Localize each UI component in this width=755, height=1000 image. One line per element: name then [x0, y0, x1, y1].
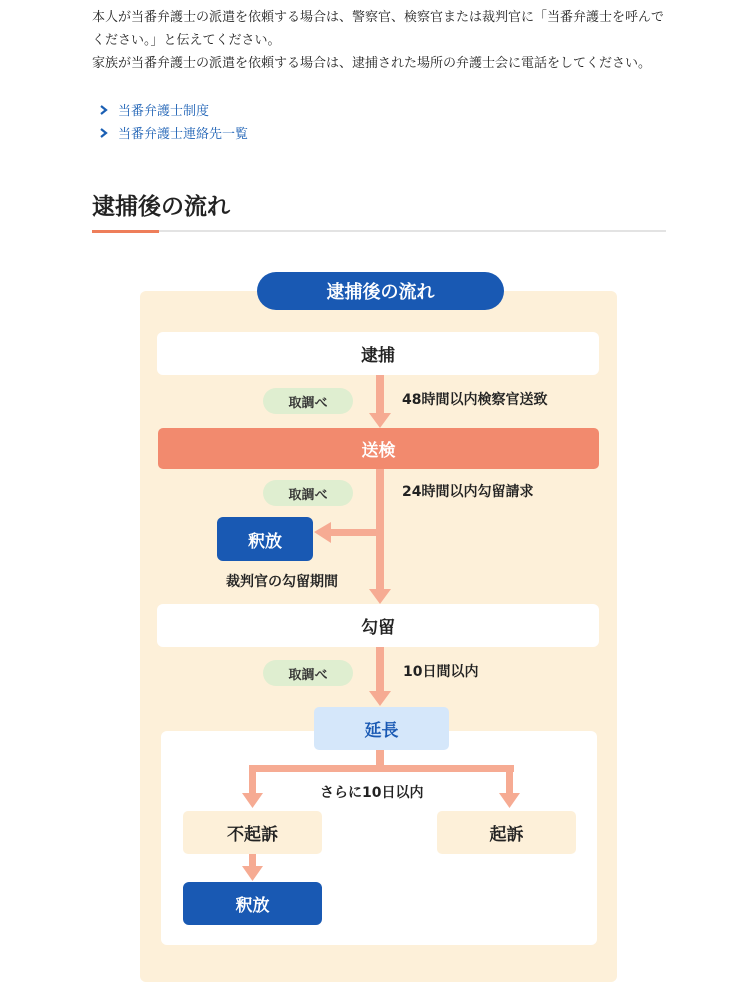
arrow-arrest-to-sending — [376, 375, 384, 415]
flow-header: 逮捕後の流れ — [257, 272, 504, 310]
intro-line-family: 家族が当番弁護士の派遣を依頼する場合は、逮捕された場所の弁護士会に電話をしてください。 — [92, 56, 652, 71]
step-release-2: 釈放 — [183, 882, 322, 925]
pill-interrogation-3: 取調べ — [263, 660, 353, 686]
step-prosecution: 起訴 — [437, 811, 576, 854]
arrowhead — [314, 522, 331, 543]
arrow-split-bar — [249, 765, 514, 772]
note-10-days: 10日間以内 — [403, 664, 479, 680]
arrowhead — [369, 589, 391, 604]
arrowhead — [499, 793, 520, 808]
arrow-left-down — [249, 765, 256, 795]
arrow-right-down — [506, 765, 513, 795]
step-non-prosecution: 不起訴 — [183, 811, 322, 854]
arrow-detention-to-extension — [376, 647, 384, 693]
arrow-nonpros-to-release — [249, 854, 256, 868]
pill-interrogation-2: 取調べ — [263, 480, 353, 506]
link-label: 当番弁護士制度 — [118, 104, 210, 119]
link-label: 当番弁護士連絡先一覧 — [118, 127, 249, 142]
step-sending: 送検 — [158, 428, 599, 469]
arrow-branch-release — [328, 529, 380, 536]
arrowhead — [369, 691, 391, 706]
arrowhead — [369, 413, 391, 428]
step-detention: 勾留 — [157, 604, 599, 647]
step-extension: 延長 — [314, 707, 449, 750]
intro-line-self: 本人が当番弁護士の派遣を依頼する場合は、警察官、検察官または裁判官に「当番弁護士を呼んでください。」と伝えてください。 — [92, 10, 665, 48]
section-title: 逮捕後の流れ — [92, 194, 230, 220]
step-release-1: 釈放 — [217, 517, 313, 561]
pill-interrogation-1: 取調べ — [263, 388, 353, 414]
note-extra-10-days: さらに10日以内 — [320, 785, 424, 801]
note-24-hours: 24時間以内勾留請求 — [402, 484, 534, 500]
note-48-hours: 48時間以内検察官送致 — [402, 392, 548, 408]
note-judge-detention: 裁判官の勾留期間 — [226, 574, 338, 590]
step-arrest: 逮捕 — [157, 332, 599, 375]
arrowhead — [242, 793, 263, 808]
arrowhead — [242, 866, 263, 881]
